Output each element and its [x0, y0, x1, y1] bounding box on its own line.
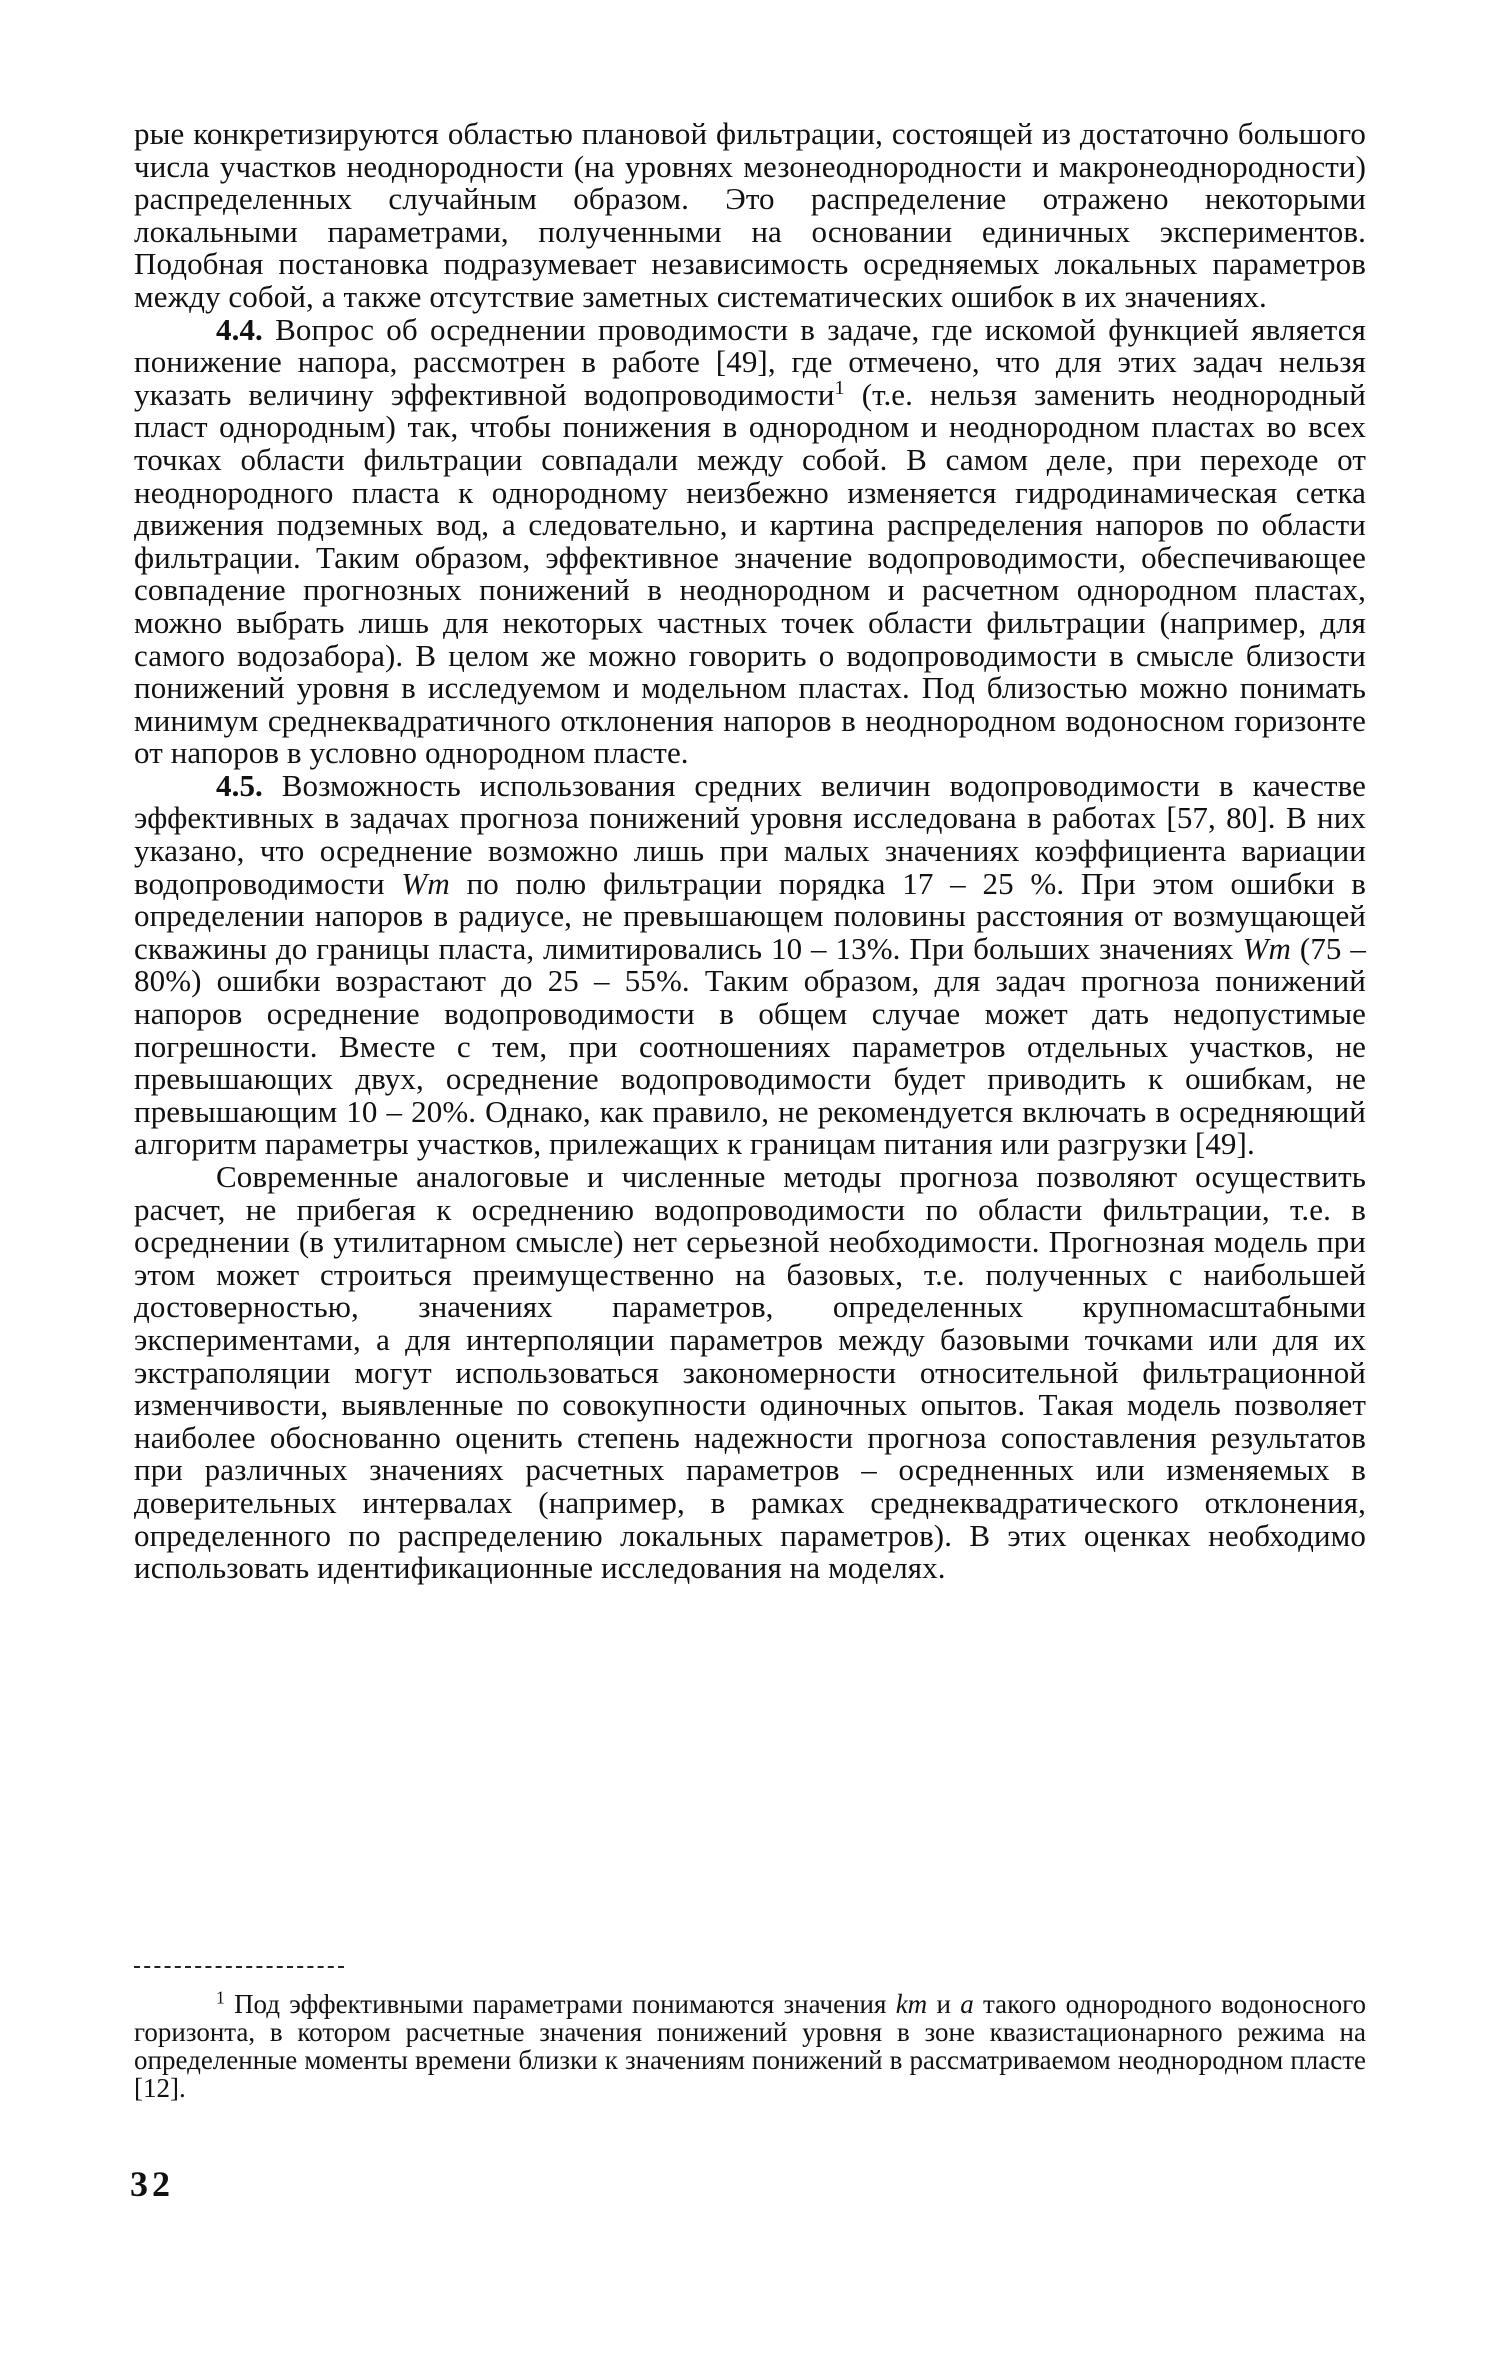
footnote-text-part: Под эффективными параметрами понимаются значения [234, 1989, 887, 2019]
paragraph-continued: рые конкретизируются областью плановой фильтрации, состоящей из достаточно большого числа участков неоднородности (на уровнях мезонеоднородности и макронеоднородности) распределенных случайным образом. Это распределение отражено некоторыми локальными параметрами, полученными на основании единичных экспериментов. Подобная постановка подразумевает независимость осредняемых локальных параметров между собой, а также отсутствие заметных систематических ошибок в их значениях. [134, 116, 1366, 314]
footnote [134, 1987, 1367, 2103]
main-text [134, 118, 1366, 1585]
section-number: 4.5. [216, 767, 263, 803]
paragraph-text: (75 – 80%) ошибки возрастают до 25 – 55%. Таким образом, для задач прогноза понижений напоров осреднение водопроводимости в общем случае может дать недопустимые погрешности. Вместе с тем, при соотношениях параметров отдельных участков, не превышающих двух, осреднение водопроводимости будет приводить к ошибкам, не превышающим 10 – 20%. Однако, как правило, не рекомендуется включать в осредняющий алгоритм параметры участков, прилежащих к границам питания или разгрузки [49]. [134, 930, 1367, 1162]
paragraph-text: Возможность использования средних величин водопроводимости в качестве эффективных в задачах прогноза понижений уровня исследована в работах [57, 80]. В них указано, что осреднение возможно лишь при малых значениях коэффициента вариации водопроводимости [134, 767, 1366, 901]
paragraph-text: (т.е. нельзя заменить неоднородный пласт однородным) так, чтобы понижения в однородном и неоднородном пластах во всех точках области фильтрации совпадали между собой. В самом деле, при переходе от неоднородного пласта к однородному неизбежно изменяется гидродинамическая сетка движения подземных вод, а следовательно, и картина распределения напоров по области фильтрации. Таким образом, эффективное значение водопроводимости, обеспечивающее совпадение прогнозных понижений в неоднородном и расчетном однородном пластах, можно выбрать лишь для некоторых частных точек области фильтрации (например, для самого водозабора). В целом же можно говорить о водопроводимости в смысле близости понижений уровня в исследуемом и модельном пластах. Под близостью можно понимать минимум среднеквадратичного отклонения напоров в неоднородном водоносном горизонте от напоров в условно однородном пласте. [134, 376, 1366, 771]
paragraph-text: по полю фильтрации порядка 17 – 25 %. При этом ошибки в определении напоров в радиусе, не превышающем половины расстояния от возмущающей скважины до границы пласта, лимитировались 10 – 13%. При больших значениях [134, 865, 1366, 966]
variation-coefficient-symbol: Wт [401, 865, 450, 901]
footnote-ref[interactable]: 1 [834, 376, 845, 399]
footnote-text-part: и [936, 1989, 951, 2019]
page-number: 32 [130, 2164, 174, 2204]
paragraph-modern-methods: Современные аналоговые и численные методы прогноза позволяют осуществить расчет, не прибегая к осреднению водопроводимости по области фильтрации, т.е. в осреднении (в утилитарном смысле) нет серьезной необходимости. Прогнозная модель при этом может строиться преимущественно на базовых, т.е. полученных с наибольшей достоверностью, значениях параметров, определенных крупномасштабными экспериментами, а для интерполяции параметров между базовыми точками или для их экстраполяции могут использоваться закономерности относительной фильтрационной изменчивости, выявленные по совокупности одиночных опытов. Такая модель позволяет наиболее обоснованно оценить степень надежности прогноза сопоставления результатов при различных значениях расчетных параметров – осредненных или изменяемых в доверительных интервалах (например, в рамках среднеквадратического отклонения, определенного по распределению локальных параметров). В этих оценках необходимо использовать идентификационные исследования на моделях. [134, 1159, 1366, 1586]
footnote-divider [134, 1966, 344, 1968]
footnote-marker: 1 [216, 1987, 225, 2008]
section-4-5 [134, 767, 1367, 1162]
km-symbol: km [895, 1989, 928, 2019]
footnote-text [134, 1987, 1367, 2103]
section-number: 4.4. [216, 311, 263, 347]
variation-coefficient-symbol: Wт [1242, 930, 1291, 966]
section-4-4 [134, 311, 1366, 771]
footnote-text-part: такого однородного водоносного горизонта, в котором расчетные значения понижений уровня в зоне квазистационарного режима на определенные моменты времени близки к значениям понижений в рассматриваемом неоднородном пласте [12]. [134, 1989, 1367, 2103]
a-symbol: a [960, 1989, 974, 2019]
paragraph-text: Вопрос об осреднении проводимости в задаче, где искомой функцией является понижение напора, рассмотрен в работе [49], где отмечено, что для этих задач нельзя указать величину эффективной водопроводимости [134, 311, 1366, 412]
